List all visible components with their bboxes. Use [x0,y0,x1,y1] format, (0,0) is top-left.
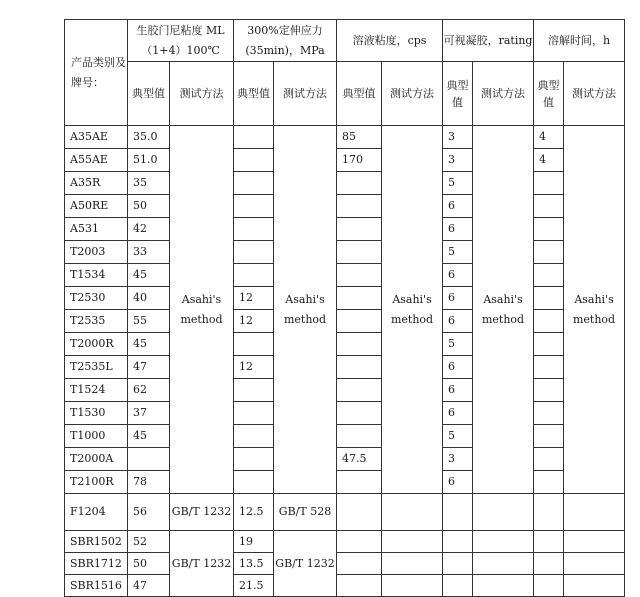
cell-gel: 6 [443,264,473,287]
cell-dissolve [534,471,564,494]
table-row [65,149,625,172]
cell-gel: 3 [443,448,473,471]
cell-solution: 85 [337,126,382,149]
cell-solution [337,218,382,241]
table-row [65,402,625,425]
table-row [65,356,625,379]
cell-dissolve [534,494,564,531]
cell-stress-method: Asahi's method [274,126,337,494]
cell-gel: 6 [443,402,473,425]
cell-gel: 6 [443,356,473,379]
cell-mooney: 62 [128,379,170,402]
header-row [65,20,625,62]
cell-solution [337,172,382,195]
cell-dissolve: 4 [534,126,564,149]
cell-product: SBR1516 [65,575,128,597]
cell-dissolve [534,575,564,597]
cell-gel [443,531,473,553]
cell-stress [234,241,274,264]
cell-stress [234,172,274,195]
header-test-method: 测试方法 [382,62,443,126]
cell-solution [337,379,382,402]
cell-product: T1000 [65,425,128,448]
cell-dissolve [534,402,564,425]
cell-mooney: 45 [128,425,170,448]
cell-solution [337,425,382,448]
cell-dissolve [534,264,564,287]
cell-product: A531 [65,218,128,241]
cell-dissolve-method [564,494,625,531]
cell-stress-method: GB/T 528 [274,494,337,531]
cell-product: T2100R [65,471,128,494]
cell-product: A35R [65,172,128,195]
cell-solution [337,356,382,379]
table-row [65,448,625,471]
cell-mooney: 50 [128,195,170,218]
cell-solution [337,575,382,597]
cell-solution-method: Asahi's method [382,126,443,494]
table-row [65,379,625,402]
cell-gel [443,553,473,575]
cell-solution [337,494,382,531]
cell-solution [337,553,382,575]
cell-mooney: 45 [128,333,170,356]
cell-mooney: 47 [128,356,170,379]
cell-dissolve-method [564,531,625,553]
cell-mooney: 56 [128,494,170,531]
cell-gel-method: Asahi's method [473,126,534,494]
cell-solution [337,264,382,287]
cell-dissolve [534,172,564,195]
cell-gel-method [473,575,534,597]
header-product: 产品类别及牌号： [65,20,128,126]
cell-product: T1530 [65,402,128,425]
cell-mooney: 40 [128,287,170,310]
header-stress: 300%定伸应力(35min)，MPa [234,20,337,62]
cell-stress [234,333,274,356]
cell-gel: 3 [443,126,473,149]
cell-stress [234,149,274,172]
cell-stress [234,379,274,402]
cell-gel: 6 [443,310,473,333]
table-row [65,494,625,531]
cell-gel-method [473,553,534,575]
cell-solution [337,287,382,310]
cell-product: T2000R [65,333,128,356]
cell-product: T1534 [65,264,128,287]
header-typical-value: 典型值 [534,62,564,126]
table-row [65,172,625,195]
cell-stress: 12 [234,310,274,333]
cell-stress: 12 [234,356,274,379]
cell-solution [337,310,382,333]
cell-product: T2003 [65,241,128,264]
header-test-method: 测试方法 [473,62,534,126]
cell-stress [234,126,274,149]
cell-mooney: 37 [128,402,170,425]
cell-product: T2535L [65,356,128,379]
header-typical-value: 典型值 [337,62,382,126]
cell-product: T2535 [65,310,128,333]
cell-dissolve [534,553,564,575]
header-mooney: 生胶门尼粘度 ML（1+4）100℃ [128,20,234,62]
cell-stress [234,471,274,494]
cell-mooney: 52 [128,531,170,553]
cell-product: A50RE [65,195,128,218]
table-row [65,241,625,264]
cell-dissolve [534,425,564,448]
cell-product: F1204 [65,494,128,531]
cell-stress [234,218,274,241]
cell-dissolve [534,333,564,356]
header-test-method: 测试方法 [170,62,234,126]
cell-stress [234,402,274,425]
cell-solution-method [382,531,443,553]
cell-dissolve [534,448,564,471]
product-properties-table [64,19,625,597]
header-dissolve: 溶解时间，h [534,20,625,62]
cell-dissolve-method [564,553,625,575]
cell-solution [337,471,382,494]
cell-stress-method: GB/T 1232 [274,531,337,597]
cell-mooney: 51.0 [128,149,170,172]
cell-solution [337,241,382,264]
table-row [65,531,625,553]
cell-gel [443,575,473,597]
cell-product: T2000A [65,448,128,471]
cell-gel: 5 [443,172,473,195]
cell-gel [443,494,473,531]
cell-gel: 5 [443,241,473,264]
header-test-method: 测试方法 [564,62,625,126]
cell-dissolve [534,310,564,333]
cell-product: A55AE [65,149,128,172]
cell-stress: 19 [234,531,274,553]
cell-product: T1524 [65,379,128,402]
cell-stress: 21.5 [234,575,274,597]
cell-dissolve-method: Asahi's method [564,126,625,494]
table-row [65,218,625,241]
cell-solution-method [382,575,443,597]
cell-dissolve [534,531,564,553]
header-typical-value: 典型值 [128,62,170,126]
table-row [65,575,625,597]
cell-stress [234,195,274,218]
cell-dissolve [534,241,564,264]
table-row [65,471,625,494]
table-row [65,310,625,333]
table-row [65,553,625,575]
cell-product: SBR1502 [65,531,128,553]
cell-dissolve [534,287,564,310]
cell-stress [234,425,274,448]
cell-solution: 47.5 [337,448,382,471]
cell-mooney: 78 [128,471,170,494]
cell-stress: 13.5 [234,553,274,575]
header-typical-value: 典型值 [234,62,274,126]
cell-gel: 6 [443,287,473,310]
table-row [65,195,625,218]
header-subrow [65,62,625,126]
cell-gel: 5 [443,425,473,448]
cell-gel: 3 [443,149,473,172]
cell-solution [337,195,382,218]
table-row [65,126,625,149]
cell-product: T2530 [65,287,128,310]
cell-solution [337,333,382,356]
cell-mooney-method: GB/T 1232 [170,494,234,531]
cell-dissolve [534,195,564,218]
cell-gel: 5 [443,333,473,356]
header-typical-value: 典型值 [443,62,473,126]
cell-mooney: 33 [128,241,170,264]
cell-gel: 6 [443,471,473,494]
cell-mooney-method: Asahi's method [170,126,234,494]
cell-solution [337,402,382,425]
cell-dissolve [534,218,564,241]
cell-mooney-method: GB/T 1232 [170,531,234,597]
cell-mooney: 47 [128,575,170,597]
table-row [65,425,625,448]
cell-stress: 12 [234,287,274,310]
cell-solution-method [382,494,443,531]
cell-gel-method [473,494,534,531]
cell-solution-method [382,553,443,575]
cell-dissolve-method [564,575,625,597]
header-gel: 可视凝胶，rating [443,20,534,62]
cell-stress [234,264,274,287]
cell-stress: 12.5 [234,494,274,531]
cell-gel: 6 [443,195,473,218]
cell-dissolve [534,379,564,402]
cell-gel: 6 [443,379,473,402]
cell-product: A35AE [65,126,128,149]
cell-solution: 170 [337,149,382,172]
cell-gel-method [473,531,534,553]
cell-solution [337,531,382,553]
cell-gel: 6 [443,218,473,241]
table-row [65,287,625,310]
cell-mooney [128,448,170,471]
cell-mooney: 55 [128,310,170,333]
table-row [65,333,625,356]
cell-product: SBR1712 [65,553,128,575]
cell-mooney: 42 [128,218,170,241]
cell-mooney: 45 [128,264,170,287]
header-solution: 溶液粘度，cps [337,20,443,62]
cell-mooney: 35 [128,172,170,195]
header-test-method: 测试方法 [274,62,337,126]
cell-dissolve [534,356,564,379]
cell-stress [234,448,274,471]
cell-dissolve: 4 [534,149,564,172]
cell-mooney: 50 [128,553,170,575]
cell-mooney: 35.0 [128,126,170,149]
table-row [65,264,625,287]
